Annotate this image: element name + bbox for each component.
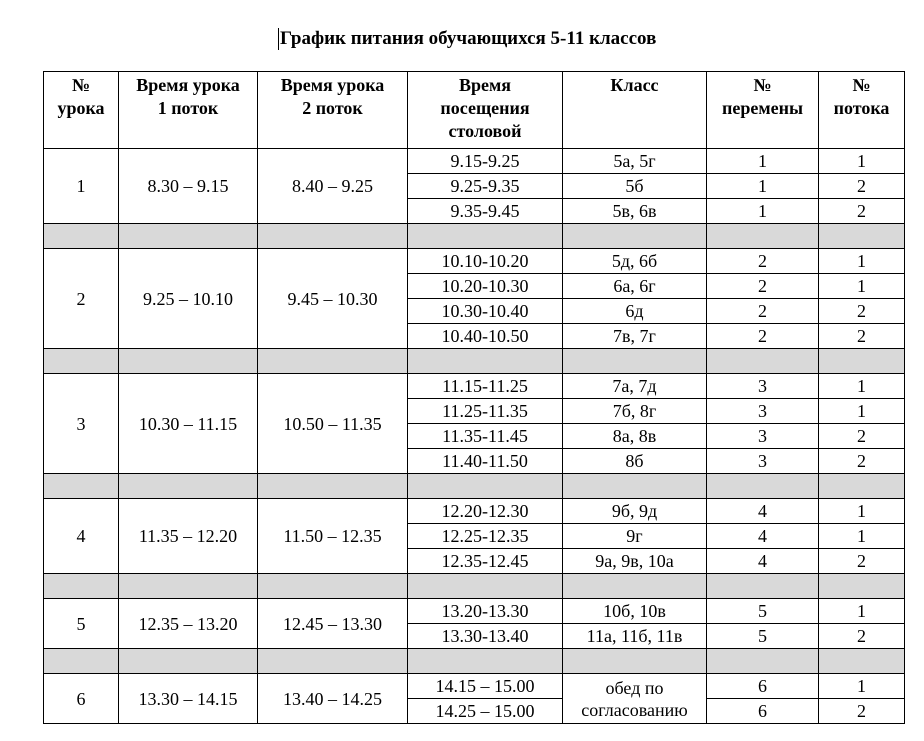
canteen-time: 11.35-11.45 xyxy=(408,424,563,449)
class-list: 5а, 5г xyxy=(563,149,707,174)
table-row xyxy=(44,249,905,274)
lesson-time-stream-1: 10.30 – 11.15 xyxy=(119,374,258,474)
stream-number: 2 xyxy=(819,299,905,324)
stream-number: 2 xyxy=(819,549,905,574)
separator-row xyxy=(44,649,905,674)
stream-number: 1 xyxy=(819,274,905,299)
break-number: 4 xyxy=(707,549,819,574)
schedule-body xyxy=(44,149,905,724)
canteen-time: 9.15-9.25 xyxy=(408,149,563,174)
break-number: 2 xyxy=(707,324,819,349)
break-number: 6 xyxy=(707,674,819,699)
lesson-time-stream-2: 11.50 – 12.35 xyxy=(258,499,408,574)
break-number: 1 xyxy=(707,199,819,224)
canteen-time: 10.10-10.20 xyxy=(408,249,563,274)
stream-number: 2 xyxy=(819,324,905,349)
canteen-time: 14.15 – 15.00 xyxy=(408,674,563,699)
table-row xyxy=(44,499,905,524)
class-list: 7а, 7д xyxy=(563,374,707,399)
break-number: 2 xyxy=(707,249,819,274)
stream-number: 2 xyxy=(819,699,905,724)
stream-number: 1 xyxy=(819,499,905,524)
break-number: 6 xyxy=(707,699,819,724)
stream-number: 1 xyxy=(819,399,905,424)
class-list: 11а, 11б, 11в xyxy=(563,624,707,649)
header-lesson-number: № урока xyxy=(44,72,119,149)
canteen-time: 13.30-13.40 xyxy=(408,624,563,649)
stream-number: 2 xyxy=(819,449,905,474)
table-row xyxy=(44,374,905,399)
class-list: 8б xyxy=(563,449,707,474)
stream-number: 1 xyxy=(819,249,905,274)
separator-row xyxy=(44,349,905,374)
canteen-time: 11.40-11.50 xyxy=(408,449,563,474)
header-break-number: № перемены xyxy=(707,72,819,149)
lesson-number: 3 xyxy=(44,374,119,474)
schedule-table xyxy=(43,71,905,724)
lesson-time-stream-1: 11.35 – 12.20 xyxy=(119,499,258,574)
lesson-time-stream-2: 13.40 – 14.25 xyxy=(258,674,408,724)
stream-number: 1 xyxy=(819,599,905,624)
canteen-time: 12.20-12.30 xyxy=(408,499,563,524)
canteen-time: 9.35-9.45 xyxy=(408,199,563,224)
canteen-time: 10.40-10.50 xyxy=(408,324,563,349)
class-list: 9г xyxy=(563,524,707,549)
break-number: 5 xyxy=(707,624,819,649)
canteen-time: 9.25-9.35 xyxy=(408,174,563,199)
break-number: 2 xyxy=(707,299,819,324)
break-number: 3 xyxy=(707,399,819,424)
lesson-number: 1 xyxy=(44,149,119,224)
separator-row xyxy=(44,224,905,249)
class-list: 9б, 9д xyxy=(563,499,707,524)
stream-number: 1 xyxy=(819,524,905,549)
break-number: 3 xyxy=(707,374,819,399)
table-row xyxy=(44,674,905,699)
lesson-time-stream-2: 8.40 – 9.25 xyxy=(258,149,408,224)
canteen-time: 10.30-10.40 xyxy=(408,299,563,324)
lesson-number: 2 xyxy=(44,249,119,349)
stream-number: 2 xyxy=(819,424,905,449)
break-number: 1 xyxy=(707,174,819,199)
break-number: 1 xyxy=(707,149,819,174)
separator-row xyxy=(44,574,905,599)
lesson-time-stream-2: 10.50 – 11.35 xyxy=(258,374,408,474)
page-title: График питания обучающихся 5-11 классов xyxy=(280,28,657,49)
stream-number: 2 xyxy=(819,174,905,199)
class-list: 8а, 8в xyxy=(563,424,707,449)
lesson-time-stream-1: 9.25 – 10.10 xyxy=(119,249,258,349)
header-canteen-time: Время посещения столовой xyxy=(408,72,563,149)
class-list: 5в, 6в xyxy=(563,199,707,224)
table-row xyxy=(44,149,905,174)
class-list: 6а, 6г xyxy=(563,274,707,299)
lesson-time-stream-2: 9.45 – 10.30 xyxy=(258,249,408,349)
lesson-number: 6 xyxy=(44,674,119,724)
canteen-time: 11.15-11.25 xyxy=(408,374,563,399)
canteen-time: 11.25-11.35 xyxy=(408,399,563,424)
lesson-time-stream-1: 13.30 – 14.15 xyxy=(119,674,258,724)
header-time-stream-2: Время урока 2 поток xyxy=(258,72,408,149)
canteen-time: 13.20-13.30 xyxy=(408,599,563,624)
table-row xyxy=(44,599,905,624)
break-number: 3 xyxy=(707,449,819,474)
class-list: 5б xyxy=(563,174,707,199)
break-number: 2 xyxy=(707,274,819,299)
canteen-time: 10.20-10.30 xyxy=(408,274,563,299)
class-list: 7б, 8г xyxy=(563,399,707,424)
stream-number: 1 xyxy=(819,149,905,174)
class-list-merged: обед по согласованию xyxy=(563,674,707,724)
lesson-number: 4 xyxy=(44,499,119,574)
stream-number: 1 xyxy=(819,374,905,399)
lesson-time-stream-1: 8.30 – 9.15 xyxy=(119,149,258,224)
canteen-time: 12.25-12.35 xyxy=(408,524,563,549)
break-number: 5 xyxy=(707,599,819,624)
header-row xyxy=(44,72,905,149)
class-list: 9а, 9в, 10а xyxy=(563,549,707,574)
header-stream-number: № потока xyxy=(819,72,905,149)
header-class: Класс xyxy=(563,72,707,149)
class-list: 6д xyxy=(563,299,707,324)
class-list: 10б, 10в xyxy=(563,599,707,624)
stream-number: 1 xyxy=(819,674,905,699)
separator-row xyxy=(44,474,905,499)
break-number: 3 xyxy=(707,424,819,449)
break-number: 4 xyxy=(707,499,819,524)
lesson-time-stream-2: 12.45 – 13.30 xyxy=(258,599,408,649)
class-list: 5д, 6б xyxy=(563,249,707,274)
stream-number: 2 xyxy=(819,199,905,224)
break-number: 4 xyxy=(707,524,819,549)
lesson-number: 5 xyxy=(44,599,119,649)
canteen-time: 12.35-12.45 xyxy=(408,549,563,574)
header-time-stream-1: Время урока 1 поток xyxy=(119,72,258,149)
stream-number: 2 xyxy=(819,624,905,649)
class-list: 7в, 7г xyxy=(563,324,707,349)
lesson-time-stream-1: 12.35 – 13.20 xyxy=(119,599,258,649)
canteen-time: 14.25 – 15.00 xyxy=(408,699,563,724)
